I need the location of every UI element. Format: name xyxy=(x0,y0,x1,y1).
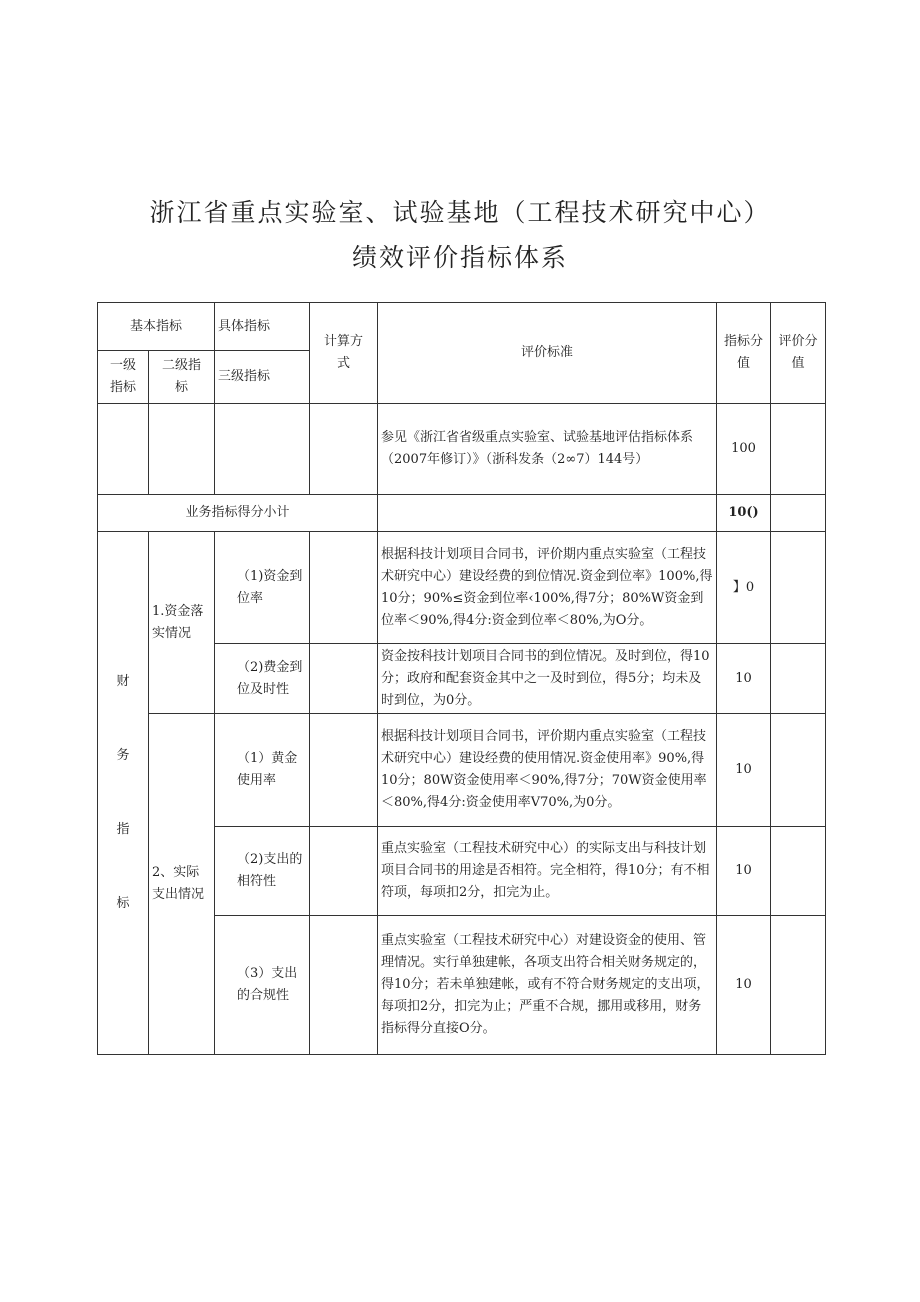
cell-empty xyxy=(310,644,378,714)
finance-g2-i1-standard: 根据科技计划项目合同书，评价期内重点实验室（工程技术研究中心）建设经费的使用情况.资金使用率》90%,得10分；80W资金使用率＜90%,得7分；70W资金使用率＜80%,得4分:资金使用率V70%,为0分。 xyxy=(378,714,717,827)
business-standard: 参见《浙江省省级重点实验室、试验基地评估指标体系（2007年修订）》（浙科发条（2∞7）144号） xyxy=(378,404,717,495)
finance-char-3: 指 xyxy=(116,822,130,837)
finance-g2-i1-score: 10 xyxy=(717,714,771,827)
finance-g1-i2-score: 10 xyxy=(717,644,771,714)
finance-g2-i3-score: 10 xyxy=(717,916,771,1055)
finance-char-4: 标 xyxy=(116,896,130,911)
cell-empty xyxy=(771,532,826,644)
cell-empty xyxy=(98,404,149,495)
header-score-value: 指标分值 xyxy=(717,303,771,404)
finance-g1-i1-score: 】0 xyxy=(717,532,771,644)
finance-g1-i1-standard: 根据科技计划项目合同书，评价期内重点实验室（工程技术研究中心）建设经费的到位情况.资金到位率》100%,得10分；90%≤资金到位率‹100%,得7分；80%W资金到位率＜90%,得4分:资金到位率＜80%,为O分。 xyxy=(378,532,717,644)
finance-g2-i2-level3: （2)支出的相符性 xyxy=(215,827,310,916)
cell-empty xyxy=(771,495,826,532)
finance-g1-i2-standard: 资金按科技计划项目合同书的到位情况。及时到位，得10分；政府和配套资金其中之一及时到位，得5分；均未及时到位，为0分。 xyxy=(378,644,717,714)
cell-empty xyxy=(149,404,215,495)
header-level1: 一级指标 xyxy=(98,351,149,404)
finance-group1-level2: 1.资金落实情况 xyxy=(149,532,215,714)
finance-level1 xyxy=(98,532,149,1055)
cell-empty xyxy=(378,495,717,532)
header-eval-score: 评价分值 xyxy=(771,303,826,404)
header-level3: 三级指标 xyxy=(215,351,310,404)
doc-title-line1: 浙江省重点实验室、试验基地（工程技术研究中心） xyxy=(149,198,771,227)
cell-empty xyxy=(771,827,826,916)
indicator-table xyxy=(97,302,826,1055)
cell-empty xyxy=(771,404,826,495)
header-specific-indicator: 具体指标 xyxy=(215,303,310,351)
business-score: 100 xyxy=(717,404,771,495)
header-level2: 二级指标 xyxy=(149,351,215,404)
finance-group2-level2: 2、实际支出情况 xyxy=(149,714,215,1055)
doc-title-line2: 绩效评价指标体系 xyxy=(351,243,568,272)
cell-empty xyxy=(310,714,378,827)
finance-char-1: 财 xyxy=(116,674,130,689)
cell-empty xyxy=(310,827,378,916)
cell-empty xyxy=(215,404,310,495)
finance-g2-i2-standard: 重点实验室（工程技术研究中心）的实际支出与科技计划项目合同书的用途是否相符。完全相符，得10分；有不相符项，每项扣2分，扣完为止。 xyxy=(378,827,717,916)
header-eval-standard: 评价标准 xyxy=(378,303,717,404)
finance-g2-i1-level3: （1）黄金使用率 xyxy=(215,714,310,827)
cell-empty xyxy=(771,916,826,1055)
cell-empty xyxy=(310,916,378,1055)
finance-g1-i2-level3: （2)费金到位及时性 xyxy=(215,644,310,714)
finance-g2-i3-standard: 重点实验室（工程技术研究中心）对建设资金的使用、管理情况。实行单独建帐，各项支出符合相关财务规定的，得10分；若未单独建帐，或有不符合财务规定的支出项，每项扣2分，扣完为止；严重不合规，挪用或移用，财务指标得分直接O分。 xyxy=(378,916,717,1055)
header-basic-indicator: 基本指标 xyxy=(98,303,215,351)
cell-empty xyxy=(771,644,826,714)
finance-char-2: 务 xyxy=(116,748,130,763)
finance-g2-i3-level3: （3）支出的合规性 xyxy=(215,916,310,1055)
finance-g1-i1-level3: （1)资金到位率 xyxy=(215,532,310,644)
business-subtotal-score: 10() xyxy=(717,495,771,532)
finance-g2-i2-score: 10 xyxy=(717,827,771,916)
cell-empty xyxy=(310,532,378,644)
header-calc-method: 计算方式 xyxy=(310,303,378,404)
cell-empty xyxy=(771,714,826,827)
business-subtotal-label: 业务指标得分小计 xyxy=(98,495,378,532)
cell-empty xyxy=(310,404,378,495)
